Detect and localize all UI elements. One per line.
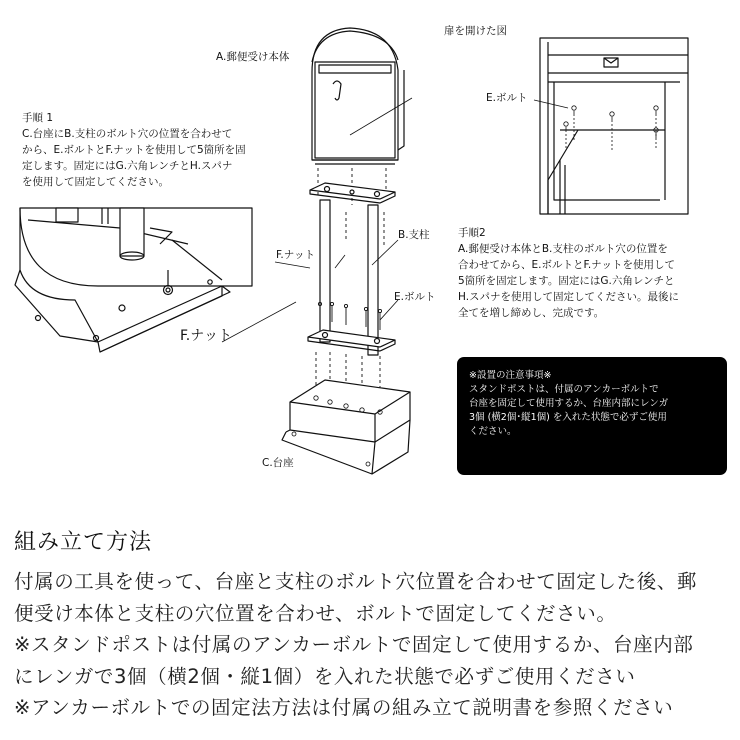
- description-line: にレンガで3個（横2個・縦1個）を入れた状態で必ずご使用ください: [14, 664, 636, 688]
- notice-line: スタンドポストは、付属のアンカーボルトで: [469, 384, 659, 395]
- description-line: 付属の工具を使って、台座と支柱のボルト穴位置を合わせて固定した後、郵: [14, 570, 698, 593]
- step1-line: C.台座にB.支柱のボルト穴の位置を合わせて: [22, 128, 233, 140]
- notice-line: ※設置の注意事項※: [469, 370, 552, 381]
- step1-line: を使用して固定してください。: [22, 176, 169, 188]
- step1-line: 定します。固定にはG.六角レンチとH.スパナ: [22, 160, 233, 172]
- step2-line: A.郵便受け本体とB.支柱のボルト穴の位置を: [458, 243, 668, 255]
- step2-line: 合わせてから、E.ボルトとF.ナットを使用して: [458, 259, 675, 271]
- step2-title: 手順2: [458, 227, 486, 239]
- installation-notice-box: [457, 357, 727, 475]
- mailbox-illustration: [312, 28, 404, 164]
- mailbox-label: A.郵便受け本体: [216, 51, 290, 63]
- post-label: B.支柱: [398, 229, 430, 241]
- step1-title: 手順 1: [22, 112, 54, 124]
- step2-line: 全てを増し締めし、完成です。: [458, 307, 605, 319]
- bolt-label-top: E.ボルト: [486, 92, 528, 104]
- step1-instructions: [22, 110, 312, 190]
- nut-label-large: F.ナット: [180, 328, 232, 344]
- bolt-label-mid: E.ボルト: [394, 291, 436, 303]
- step1-line: から、E.ボルトとF.ナットを使用して5箇所を固: [22, 144, 246, 156]
- description-line: 便受け本体と支柱の穴位置を合わせ、ボルトで固定してください。: [14, 601, 617, 625]
- post-illustration: [308, 183, 395, 355]
- notice-line: 3個 (横2個･縦1個) を入れた状態で必ずご使用: [469, 412, 667, 423]
- notice-line: ください。: [469, 426, 517, 437]
- door-open-label: 扉を開けた図: [444, 25, 507, 37]
- notice-line: 台座を固定して使用するか、台座内部にレンガ: [469, 398, 669, 409]
- door-open-inset: [534, 38, 688, 214]
- step2-line: H.スパナを使用して固定してください。最後に: [458, 291, 680, 303]
- step2-line: 5箇所を固定します。固定にはG.六角レンチと: [458, 275, 675, 287]
- base-label: C.台座: [262, 457, 294, 469]
- base-illustration: [282, 380, 410, 474]
- nut-label-small: F.ナット: [276, 249, 315, 261]
- assembly-description: [14, 566, 732, 724]
- description-line: ※スタンドポストは付属のアンカーボルトで固定して使用するか、台座内部: [14, 633, 694, 656]
- section-heading: 組み立て方法: [14, 530, 153, 555]
- description-line: ※アンカーボルトでの固定法方法は付属の組み立て説明書を参照ください: [14, 696, 674, 719]
- step2-instructions: [458, 225, 728, 321]
